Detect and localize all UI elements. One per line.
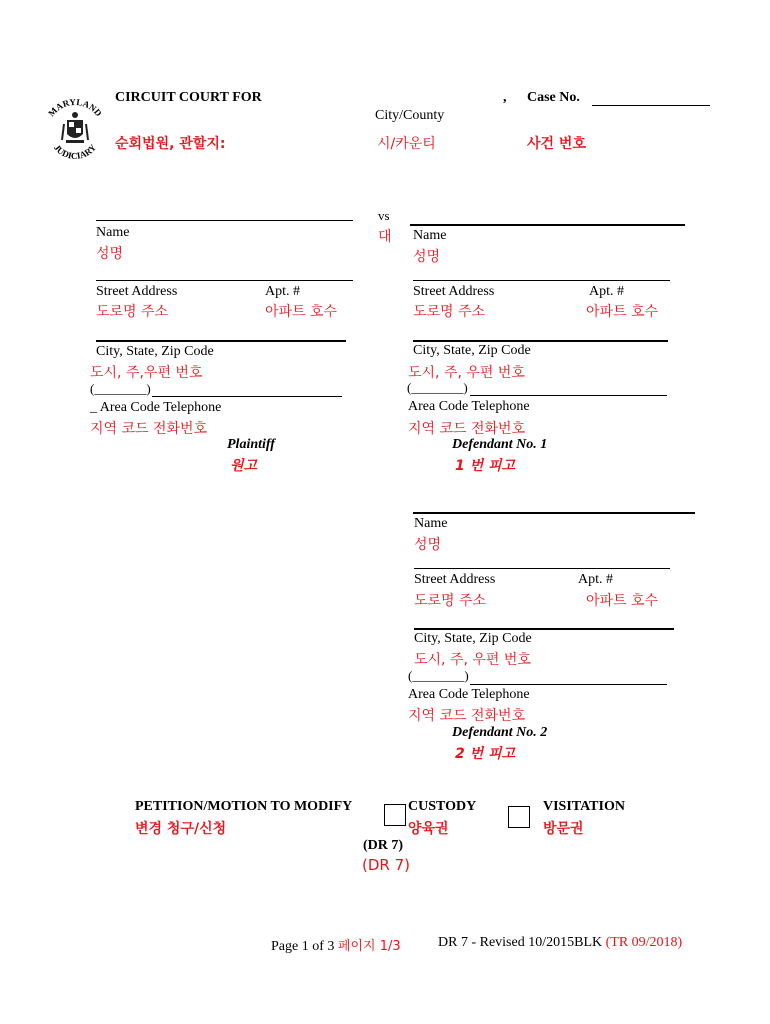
- seal-icon: [40, 90, 110, 170]
- form-number-kr: (DR 7): [362, 856, 410, 874]
- plaintiff-role-kr: 원고: [230, 458, 258, 474]
- vs-label-kr: 대: [378, 229, 392, 245]
- defendant2-phone-field[interactable]: [470, 684, 667, 685]
- plaintiff-street-label: Street Address: [96, 284, 178, 299]
- petition-title: PETITION/MOTION TO MODIFY: [135, 799, 353, 814]
- defendant1-street-kr: 도로명 주소: [413, 304, 486, 320]
- case-no-kr: 사건 번호: [527, 136, 586, 152]
- defendant2-phone-prefix: (________): [408, 668, 469, 683]
- plaintiff-area-label: _ Area Code Telephone: [90, 400, 222, 415]
- defendant2-area-kr: 지역 코드 전화번호: [408, 708, 526, 724]
- custody-checkbox[interactable]: [384, 804, 406, 826]
- form-number: (DR 7): [363, 838, 404, 853]
- defendant2-street-field[interactable]: [414, 568, 670, 569]
- svg-text:JUDICIARY: JUDICIARY: [51, 142, 99, 161]
- defendant1-city-kr: 도시, 주, 우편 번호: [408, 365, 525, 381]
- footer-tr: (TR 09/2018): [605, 935, 683, 950]
- petition-title-kr: 변경 청구/신청: [135, 821, 227, 837]
- plaintiff-city-kr: 도시, 주,우편 번호: [90, 365, 203, 381]
- defendant1-name-label: Name: [413, 228, 447, 243]
- defendant2-city-kr: 도시, 주, 우편 번호: [414, 652, 531, 668]
- plaintiff-role: Plaintiff: [227, 437, 275, 452]
- vs-label: vs: [378, 208, 390, 223]
- defendant2-city-label: City, State, Zip Code: [414, 631, 532, 646]
- plaintiff-name-kr: 성명: [96, 246, 124, 262]
- visitation-label-kr: 방문권: [543, 821, 584, 837]
- footer-page-en: Page 1 of 3: [271, 939, 335, 954]
- defendant2-street-kr: 도로명 주소: [414, 593, 487, 609]
- defendant2-street-label: Street Address: [414, 572, 496, 587]
- defendant2-apt-label: Apt. #: [578, 572, 613, 587]
- defendant2-apt-kr: 아파트 호수: [586, 593, 659, 609]
- plaintiff-street-kr: 도로명 주소: [96, 304, 169, 320]
- footer-page-kr: 페이지 1/3: [337, 939, 401, 954]
- plaintiff-name-field[interactable]: [96, 220, 353, 221]
- custody-label-kr: 양육권: [408, 821, 449, 837]
- maryland-judiciary-seal: [40, 90, 110, 170]
- plaintiff-city-label: City, State, Zip Code: [96, 344, 214, 359]
- plaintiff-phone-prefix: (________): [90, 381, 151, 396]
- defendant2-role-kr: 2 번 피고: [455, 746, 516, 762]
- defendant1-phone-prefix: (________): [407, 380, 468, 395]
- defendant2-city-field[interactable]: [414, 628, 674, 630]
- defendant1-name-field[interactable]: [410, 224, 685, 226]
- case-no-label: Case No.: [527, 90, 580, 105]
- defendant1-city-label: City, State, Zip Code: [413, 343, 531, 358]
- visitation-label: VISITATION: [543, 799, 625, 814]
- city-county-kr: 시/카운티: [377, 136, 436, 152]
- footer-revision-en: DR 7 - Revised 10/2015BLK: [438, 935, 603, 950]
- defendant1-apt-label: Apt. #: [589, 284, 624, 299]
- defendant1-street-label: Street Address: [413, 284, 495, 299]
- defendant1-city-field[interactable]: [413, 340, 668, 342]
- city-county-label: City/County: [375, 108, 445, 123]
- plaintiff-apt-kr: 아파트 호수: [265, 304, 338, 320]
- plaintiff-area-kr: 지역 코드 전화번호: [90, 421, 208, 437]
- plaintiff-city-field[interactable]: [96, 340, 346, 342]
- defendant1-street-field[interactable]: [413, 280, 670, 281]
- court-label-kr: 순회법원, 관할지:: [115, 136, 226, 152]
- plaintiff-phone-field[interactable]: [152, 396, 342, 397]
- plaintiff-street-field[interactable]: [96, 280, 353, 281]
- footer-page: [271, 935, 401, 955]
- footer-revision: [438, 935, 682, 951]
- defendant2-name-field[interactable]: [413, 512, 695, 514]
- defendant1-area-label: Area Code Telephone: [408, 399, 530, 414]
- defendant1-phone-field[interactable]: [470, 395, 667, 396]
- custody-label: CUSTODY: [408, 799, 477, 814]
- defendant1-role-kr: 1 번 피고: [455, 458, 516, 474]
- plaintiff-apt-label: Apt. #: [265, 284, 300, 299]
- visitation-checkbox[interactable]: [508, 806, 530, 828]
- court-label: CIRCUIT COURT FOR: [115, 90, 262, 105]
- header-comma: ,: [503, 90, 507, 105]
- defendant2-role: Defendant No. 2: [452, 725, 548, 740]
- defendant2-name-kr: 성명: [414, 537, 442, 553]
- defendant2-area-label: Area Code Telephone: [408, 687, 530, 702]
- seal-top-text: MARYLAND: [46, 96, 104, 119]
- case-no-field[interactable]: [592, 105, 710, 106]
- defendant2-name-label: Name: [414, 516, 448, 531]
- defendant1-name-kr: 성명: [413, 249, 441, 265]
- plaintiff-name-label: Name: [96, 225, 130, 240]
- defendant1-apt-kr: 아파트 호수: [586, 304, 659, 320]
- defendant1-area-kr: 지역 코드 전화번호: [408, 421, 526, 437]
- defendant1-role: Defendant No. 1: [452, 437, 548, 452]
